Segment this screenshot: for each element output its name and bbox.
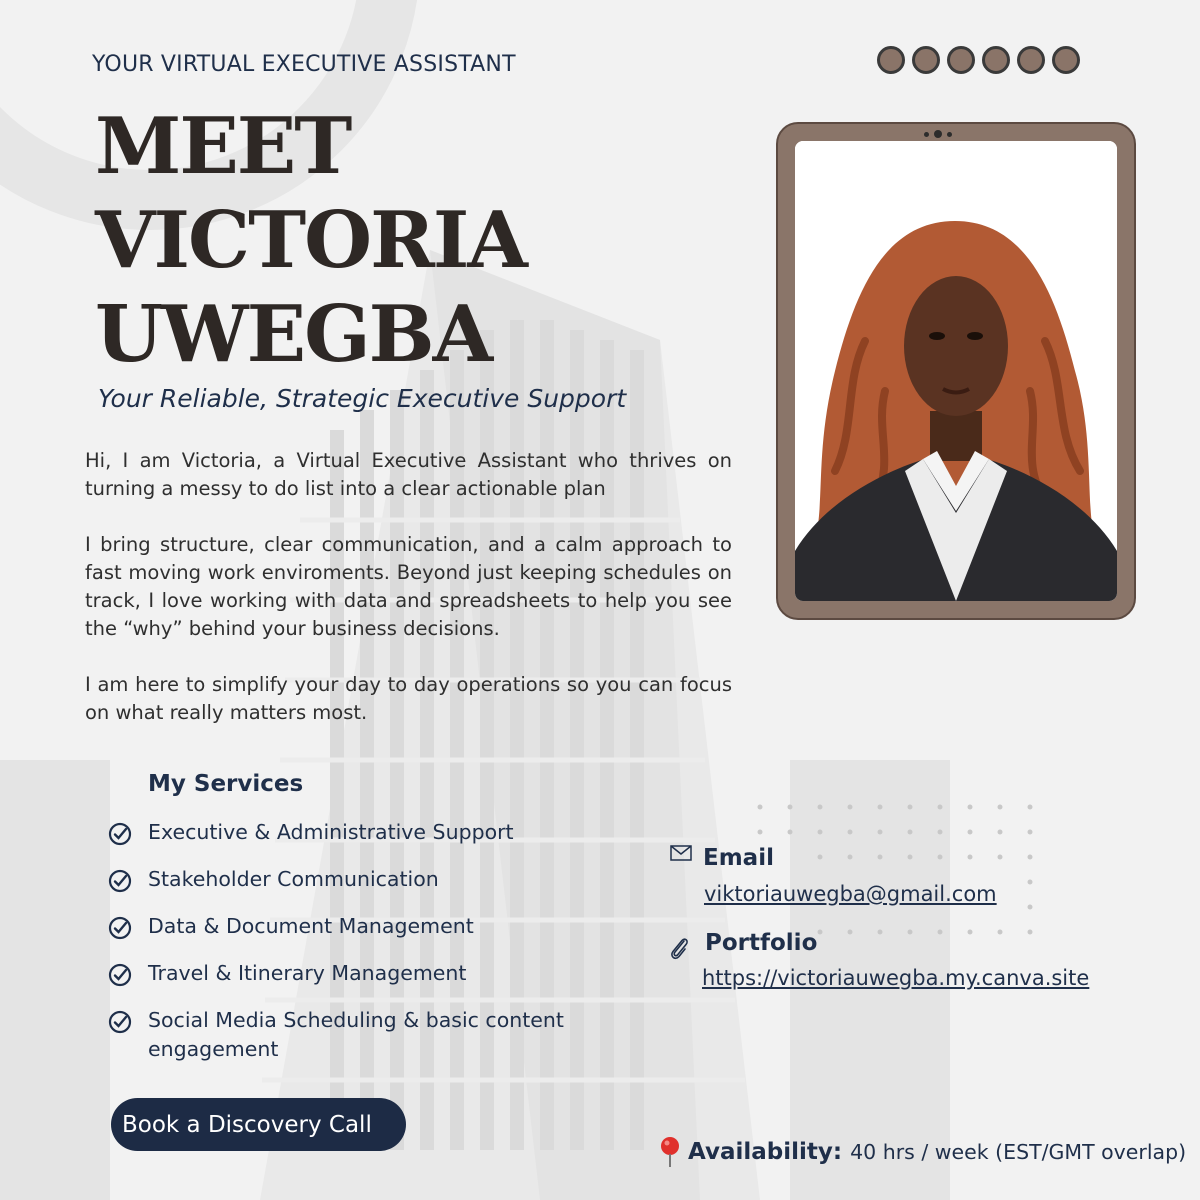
check-circle-icon (108, 1010, 132, 1034)
service-label: Data & Document Management (148, 914, 474, 938)
decor-dot (912, 46, 940, 74)
service-label: Stakeholder Communication (148, 867, 439, 891)
service-label: Social Media Scheduling & basic content engagement (148, 1008, 564, 1061)
bio-paragraph-2: I bring structure, clear communication, and a calm approach to fast moving work enviroments. Beyond just keeping schedules on track, I love working with data and spreadsheets to help you see the “why” behind your business decisions. (85, 533, 732, 640)
list-item (108, 1006, 588, 1064)
bio-section (85, 447, 732, 755)
envelope-icon (670, 845, 692, 861)
list-item (108, 865, 588, 894)
availability-value: 40 hrs / week (EST/GMT overlap) (850, 1140, 1187, 1164)
decor-dot (877, 46, 905, 74)
availability-row (658, 1136, 1186, 1168)
title-line-1: MEET (95, 101, 351, 192)
list-item (108, 959, 588, 988)
list-item (108, 912, 588, 941)
kicker-text: YOUR VIRTUAL EXECUTIVE ASSISTANT (92, 52, 516, 77)
service-label: Executive & Administrative Support (148, 820, 514, 844)
services-title: My Services (148, 771, 304, 797)
bio-paragraph-3: I am here to simplify your day to day operations so you can focus on what really matters most. (85, 673, 732, 724)
availability-label: Availability: (688, 1139, 843, 1165)
list-item (108, 818, 588, 847)
decor-dot (947, 46, 975, 74)
paperclip-icon (668, 934, 690, 962)
book-discovery-call-button[interactable]: Book a Discovery Call (111, 1098, 406, 1151)
portfolio-link[interactable]: https://victoriauwegba.my.canva.site (702, 966, 1090, 990)
pin-icon (658, 1136, 682, 1168)
decor-dot (1017, 46, 1045, 74)
check-circle-icon (108, 916, 132, 940)
decor-dot (982, 46, 1010, 74)
check-circle-icon (108, 822, 132, 846)
bio-paragraph-1: Hi, I am Victoria, a Virtual Executive Assistant who thrives on turning a messy to do list into a clear actionable plan (85, 449, 732, 500)
services-list (108, 818, 588, 1082)
portfolio-label: Portfolio (705, 930, 818, 956)
camera-icon (924, 130, 952, 138)
page-title (95, 100, 526, 382)
portrait-illustration (795, 141, 1117, 601)
check-circle-icon (108, 963, 132, 987)
service-label: Travel & Itinerary Management (148, 961, 467, 985)
check-circle-icon (108, 869, 132, 893)
title-line-2: VICTORIA (95, 195, 526, 286)
tablet-frame (776, 122, 1136, 620)
subtitle: Your Reliable, Strategic Executive Support (98, 384, 627, 413)
decorative-dots (877, 46, 1080, 74)
email-label: Email (703, 845, 774, 871)
email-link[interactable]: viktoriauwegba@gmail.com (704, 882, 997, 906)
profile-photo (795, 141, 1117, 601)
decor-dot (1052, 46, 1080, 74)
title-line-3: UWEGBA (95, 289, 492, 380)
